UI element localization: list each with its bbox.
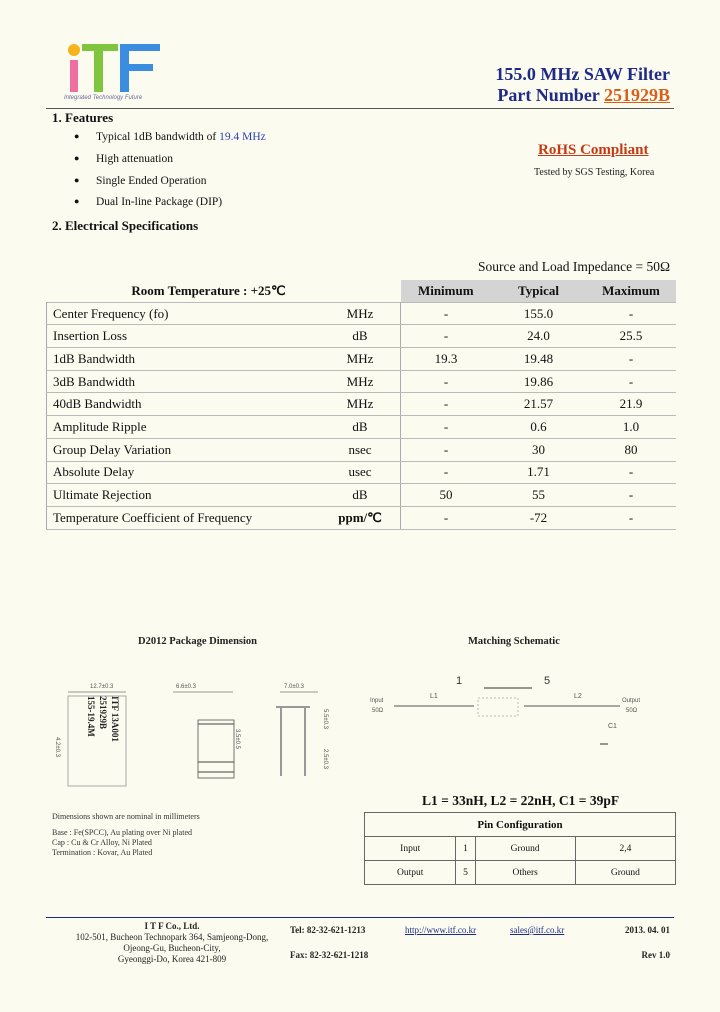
matching-schematic [364,668,676,758]
table-row [47,438,677,461]
param-typ: 24.0 [491,325,586,348]
dim-label: 12.7±0.3 [90,684,114,690]
dim-label: 2.5±0.3 [322,749,328,769]
param-name: Ultimate Rejection [47,484,321,507]
email-link[interactable]: sales@itf.co.kr [510,925,565,935]
param-min: 19.3 [401,348,492,371]
param-typ: 55 [491,484,586,507]
rohs-compliant: RoHS Compliant [538,142,649,158]
website-link[interactable]: http://www.itf.co.kr [405,925,477,935]
table-row [47,416,677,439]
param-min: - [401,416,492,439]
dim-label: 4.2±0.3 [54,737,60,757]
doc-date: 2013. 04. 01 [625,925,670,935]
param-min: - [401,438,492,461]
param-max: - [586,484,676,507]
package-caption: D2012 Package Dimension [138,636,257,647]
param-min: - [401,393,492,416]
col-maximum: Maximum [586,280,676,302]
param-max: 25.5 [586,325,676,348]
features-heading: 1. Features [52,110,114,125]
param-max: 80 [586,438,676,461]
impedance-note: Source and Load Impedance = 50Ω [478,259,670,274]
param-typ: 0.6 [491,416,586,439]
input-impedance: 50Ω [372,708,384,714]
note-line: Termination : Kovar, Au Plated [52,848,153,857]
param-max: - [586,302,676,325]
table-row [365,861,676,885]
param-min: - [401,461,492,484]
table-row [47,461,677,484]
dim-label: 7.0±0.3 [284,684,304,690]
tel: Tel: 82-32-621-1213 [290,925,366,935]
table-row [365,837,676,861]
param-unit: dB [320,484,401,507]
pin-cell: Output [365,861,456,885]
feature-item: ● Dual In-line Package (DIP) [74,196,223,208]
dim-label: 6.6±0.3 [176,684,196,690]
pin1-label: 1 [456,675,463,687]
param-typ: 21.57 [491,393,586,416]
param-max: 21.9 [586,393,676,416]
pin5-label: 5 [544,675,551,687]
param-unit: usec [320,461,401,484]
param-unit: dB [320,416,401,439]
footer-address [56,921,288,965]
pin-config-heading: Pin Configuration [365,813,676,837]
table-row [47,325,677,348]
param-name: Amplitude Ripple [47,416,321,439]
company-name: I T F Co., Ltd. [144,921,200,931]
param-unit: MHz [320,370,401,393]
spec-table [46,280,676,530]
electrical-heading: 2. Electrical Specifications [52,218,199,233]
param-typ: 19.48 [491,348,586,371]
param-name: 40dB Bandwidth [47,393,321,416]
feature-item: ● High attenuation [74,153,173,165]
table-row [47,484,677,507]
table-row [47,393,677,416]
param-max: - [586,461,676,484]
param-name: Absolute Delay [47,461,321,484]
table-row [47,506,677,529]
param-typ: 30 [491,438,586,461]
param-min: - [401,325,492,348]
param-min: 50 [401,484,492,507]
pin-cell: Input [365,837,456,861]
param-max: - [586,348,676,371]
param-unit: MHz [320,302,401,325]
dim-label: 3.5±0.5 [234,729,240,749]
param-typ: 1.71 [491,461,586,484]
input-label: Input [370,698,384,704]
table-row [47,302,677,325]
logo-tagline: Integrated Technology Future [64,95,143,101]
pin-cell: Ground [475,837,575,861]
param-unit: MHz [320,348,401,371]
table-row [47,370,677,393]
param-unit: nsec [320,438,401,461]
param-max: 1.0 [586,416,676,439]
address-line: Gyeonggi-Do, Korea 421-809 [117,954,227,964]
param-min: - [401,506,492,529]
param-typ: 155.0 [491,302,586,325]
note-line: Dimensions shown are nominal in millimeters [52,812,200,821]
output-impedance: 50Ω [626,708,638,714]
param-min: - [401,302,492,325]
feature-item: ● Single Ended Operation [74,175,207,187]
param-typ: 19.86 [491,370,586,393]
marking-line-1: ITF 13A001 [110,696,120,742]
param-name: Temperature Coefficient of Frequency [47,506,321,529]
address-line: Ojeong-Gu, Bucheon-City, [123,943,221,953]
tested-by: Tested by SGS Testing, Korea [534,167,655,178]
table-row [47,348,677,371]
param-max: - [586,370,676,393]
header-divider [46,108,674,109]
note-line: Base : Fe(SPCC), Au plating over Ni plated [52,828,192,837]
param-name: Group Delay Variation [47,438,321,461]
param-unit: ppm/℃ [320,506,401,529]
feature-item: ● Typical 1dB bandwidth of 19.4 MHz [74,131,266,143]
c1-label: C1 [608,723,617,730]
col-minimum: Minimum [401,280,492,302]
param-typ: -72 [491,506,586,529]
param-min: - [401,370,492,393]
param-name: 1dB Bandwidth [47,348,321,371]
col-typical: Typical [491,280,586,302]
pin-cell: Ground [575,861,675,885]
pin-cell: Others [475,861,575,885]
schematic-caption: Matching Schematic [468,636,560,647]
param-unit: dB [320,325,401,348]
marking-line-2: 251929B [98,696,108,730]
component-values: L1 = 33nH, L2 = 22nH, C1 = 39pF [422,793,620,808]
package-notes [52,812,200,858]
param-name: Center Frequency (fo) [47,302,321,325]
address-line: 102-501, Bucheon Technopark 364, Samjeong-Dong, [75,932,269,942]
spec-header-row [47,280,677,302]
output-label: Output [622,698,641,704]
footer-divider [46,917,674,918]
pin-cell: 1 [456,837,475,861]
param-unit: MHz [320,393,401,416]
part-number: Part Number 251929B [497,85,670,105]
param-name: 3dB Bandwidth [47,370,321,393]
pin-cell: 5 [456,861,475,885]
room-temperature: Room Temperature : +25℃ [131,282,286,298]
fax: Fax: 82-32-621-1218 [290,950,369,960]
pin-config-table [364,812,676,885]
l2-label: L2 [574,693,582,700]
pin-cell: 2,4 [575,837,675,861]
param-max: - [586,506,676,529]
page-title: 155.0 MHz SAW Filter [495,64,670,84]
dim-label: 5.5±0.3 [322,709,328,729]
package-drawing [48,672,348,792]
l1-label: L1 [430,693,438,700]
note-line: Cap : Cu & Cr Alloy, Ni Plated [52,838,152,847]
marking-line-3: 155-19.4M [86,696,96,737]
doc-revision: Rev 1.0 [641,950,670,960]
param-name: Insertion Loss [47,325,321,348]
